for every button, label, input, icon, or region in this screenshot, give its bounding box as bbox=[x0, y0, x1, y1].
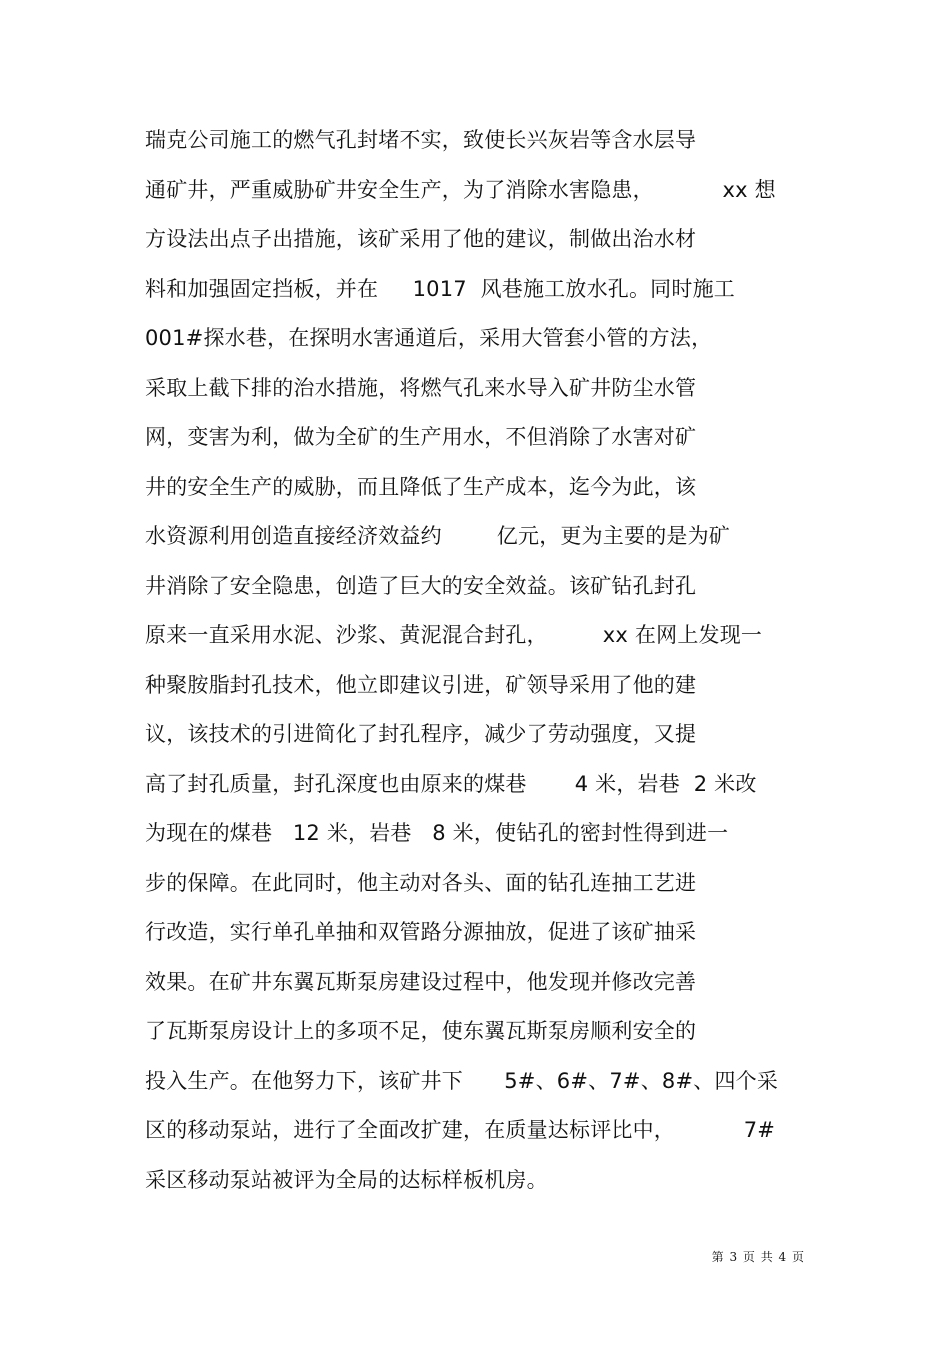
text-line: 步的保障。在此同时，他主动对各头、面的钻孔连抽工艺进 bbox=[145, 870, 697, 895]
text-line: 井消除了安全隐患，创造了巨大的安全效益。该矿钻孔封孔 bbox=[145, 573, 697, 598]
text-line: 井的安全生产的威胁，而且降低了生产成本，迄今为此，该 bbox=[145, 474, 697, 499]
text-line: 原来一直采用水泥、沙浆、黄泥混合封孔， xx 在网上发现一 bbox=[145, 623, 763, 647]
text-line: 投入生产。在他努力下，该矿井下 5#、6#、7#、8#、四个采 bbox=[145, 1068, 779, 1093]
text-line: 001#探水巷，在探明水害通道后，采用大管套小管的方法， bbox=[145, 326, 713, 350]
text-line: 行改造，实行单孔单抽和双管路分源抽放，促进了该矿抽采 bbox=[145, 920, 697, 944]
text-line: 采区移动泵站被评为全局的达标样板机房。 bbox=[145, 1167, 548, 1192]
text-line: 料和加强固定挡板，并在 1017 风巷施工放水孔。同时施工 bbox=[145, 276, 735, 301]
text-line: 了瓦斯泵房设计上的多项不足，使东翼瓦斯泵房顺利安全的 bbox=[145, 1019, 697, 1043]
body-text bbox=[145, 120, 825, 1209]
text-line: 采取上截下排的治水措施，将燃气孔来水导入矿井防尘水管 bbox=[145, 375, 697, 400]
text-line: 为现在的煤巷 12 米，岩巷 8 米，使钻孔的密封性得到进一 bbox=[145, 821, 729, 845]
text-line: 区的移动泵站，进行了全面改扩建，在质量达标评比中， 7# bbox=[145, 1118, 776, 1142]
text-line: 方设法出点子出措施，该矿采用了他的建议，制做出治水材 bbox=[145, 227, 697, 251]
text-line: 高了封孔质量，封孔深度也由原来的煤巷 4 米，岩巷 2 米改 bbox=[145, 771, 757, 796]
text-line: 效果。在矿井东翼瓦斯泵房建设过程中，他发现并修改完善 bbox=[145, 969, 697, 994]
text-line: 瑞克公司施工的燃气孔封堵不实，致使长兴灰岩等含水层导 bbox=[145, 128, 697, 152]
text-line: 通矿井，严重威胁矿井安全生产，为了消除水害隐患， xx 想 bbox=[145, 177, 776, 202]
text-line: 议，该技术的引进简化了封孔程序，减少了劳动强度，又提 bbox=[145, 722, 697, 746]
page-number-footer: 第 3 页 共 4 页 bbox=[711, 1250, 805, 1264]
text-line: 网，变害为利，做为全矿的生产用水，不但消除了水害对矿 bbox=[145, 425, 697, 449]
text-line: 种聚胺脂封孔技术，他立即建议引进，矿领导采用了他的建 bbox=[145, 672, 697, 697]
text-line: 水资源利用创造直接经济效益约 亿元，更为主要的是为矿 bbox=[145, 524, 730, 548]
